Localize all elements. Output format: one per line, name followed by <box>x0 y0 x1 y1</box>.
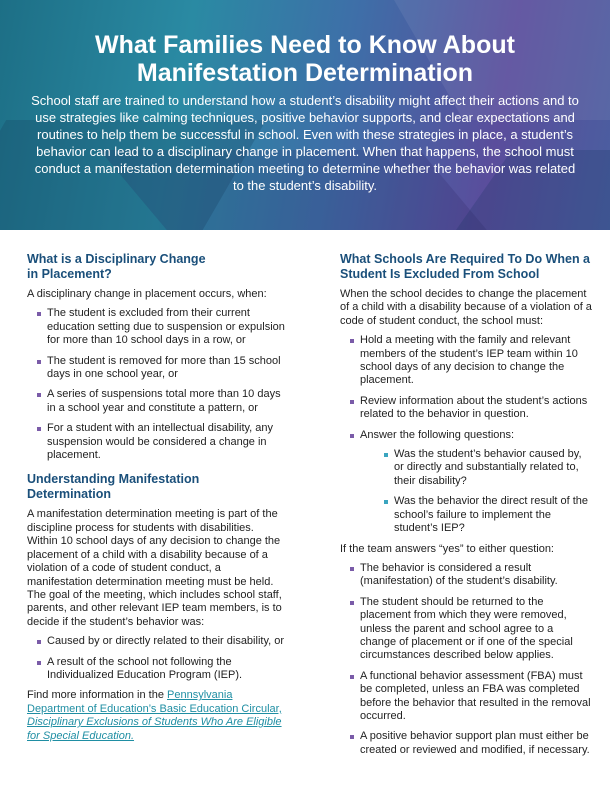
right-column <box>340 252 592 764</box>
disciplinary-change-heading <box>27 252 285 282</box>
disciplinary-change-list <box>27 307 285 462</box>
page-title <box>0 31 610 87</box>
list-item: The behavior is considered a result (manifestation) of the student’s disability. <box>348 562 592 589</box>
more-info-prefix: Find more information in the <box>27 689 168 702</box>
intro-text: School staff are trained to understand how a student’s disability might affect their actions and to use strategies like calming techniques, positive behavior supports, and clear expectations and routines to help them be successful in school. Even with these strategies in place, a student’s behavior can lead to a disciplinary change in placement. When that happens, the school must conduct a manifestation determination meeting to determine whether the behavior was related to the student’s disability. <box>31 93 579 193</box>
title-line-1: What Families Need to Know About <box>95 31 515 59</box>
header-banner <box>0 0 610 230</box>
list-item: The student is removed for more than 15 school days in one school year, or <box>35 355 285 382</box>
list-item: A result of the school not following the Individualized Education Program (IEP). <box>35 656 285 683</box>
more-info <box>27 689 285 743</box>
list-item: A functional behavior assessment (FBA) must be completed, unless an FBA was completed before the behavior that resulted in the removal occurred. <box>348 670 592 724</box>
question-item: Was the behavior the direct result of the school’s failure to implement the student’s IEP? <box>382 495 592 535</box>
heading-line: What is a Disciplinary Change <box>27 252 206 266</box>
heading-line: What Schools Are Required To Do When a <box>340 252 591 266</box>
list-item: Hold a meeting with the family and relevant members of the student’s IEP team within 10 school days of any decision to change the placement. <box>348 334 592 388</box>
understanding-list <box>27 635 285 682</box>
list-item: Caused by or directly related to their disability, or <box>35 635 285 648</box>
list-item-text: Answer the following questions: <box>360 428 515 441</box>
if-yes-list <box>340 562 592 757</box>
list-item: A series of suspensions total more than 10 days in a school year and constitute a pattern, or <box>35 388 285 415</box>
list-item: Review information about the student’s actions related to the behavior in question. <box>348 395 592 422</box>
schools-required-lead: When the school decides to change the placement of a child with a disability because of a violation of a code of student conduct, the school must: <box>340 288 592 327</box>
questions-list <box>360 448 592 535</box>
heading-line: in Placement? <box>27 267 112 281</box>
list-item: The student should be returned to the placement from which they were removed, unless the parent and school agree to a change of placement or if one of the special circumstances described below applies. <box>348 596 592 663</box>
list-item: For a student with an intellectual disability, any suspension would be considered a change in placement. <box>35 422 285 462</box>
list-item: A positive behavior support plan must either be created or reviewed and modified, if necessary. <box>348 730 592 757</box>
list-item: The student is excluded from their current education setting due to suspension or expulsion for more than 10 school days in a row, or <box>35 307 285 347</box>
disciplinary-exclusions-link[interactable]: Disciplinary Exclusions of Students Who Are Eligible for Special Education. <box>27 716 282 742</box>
left-column <box>27 252 285 749</box>
pde-circular-link[interactable]: Pennsylvania Department of Education’s Basic Education Circular, <box>27 689 282 715</box>
if-yes-lead: If the team answers “yes” to either question: <box>340 542 554 555</box>
title-line-2: Manifestation Determination <box>136 59 474 87</box>
schools-required-heading <box>340 252 592 282</box>
understanding-heading: Understanding Manifestation Determination <box>27 472 200 502</box>
understanding-body: A manifestation determination meeting is part of the discipline process for students with disabilities. Within 10 school days of any decision to change the placement of a child with a disability because of a violation of a code of student conduct, a manifestation determination meeting must be held. The goal of the meeting, which includes school staff, parents, and other relevant IEP team members, is to decide if the student’s behavior was: <box>27 508 282 628</box>
schools-required-list <box>340 334 592 535</box>
list-item <box>348 429 592 536</box>
heading-line: Student Is Excluded From School <box>340 267 540 281</box>
disciplinary-change-lead: A disciplinary change in placement occurs, when: <box>27 288 267 300</box>
question-item: Was the student’s behavior caused by, or directly and substantially related to, their disability? <box>382 448 592 488</box>
